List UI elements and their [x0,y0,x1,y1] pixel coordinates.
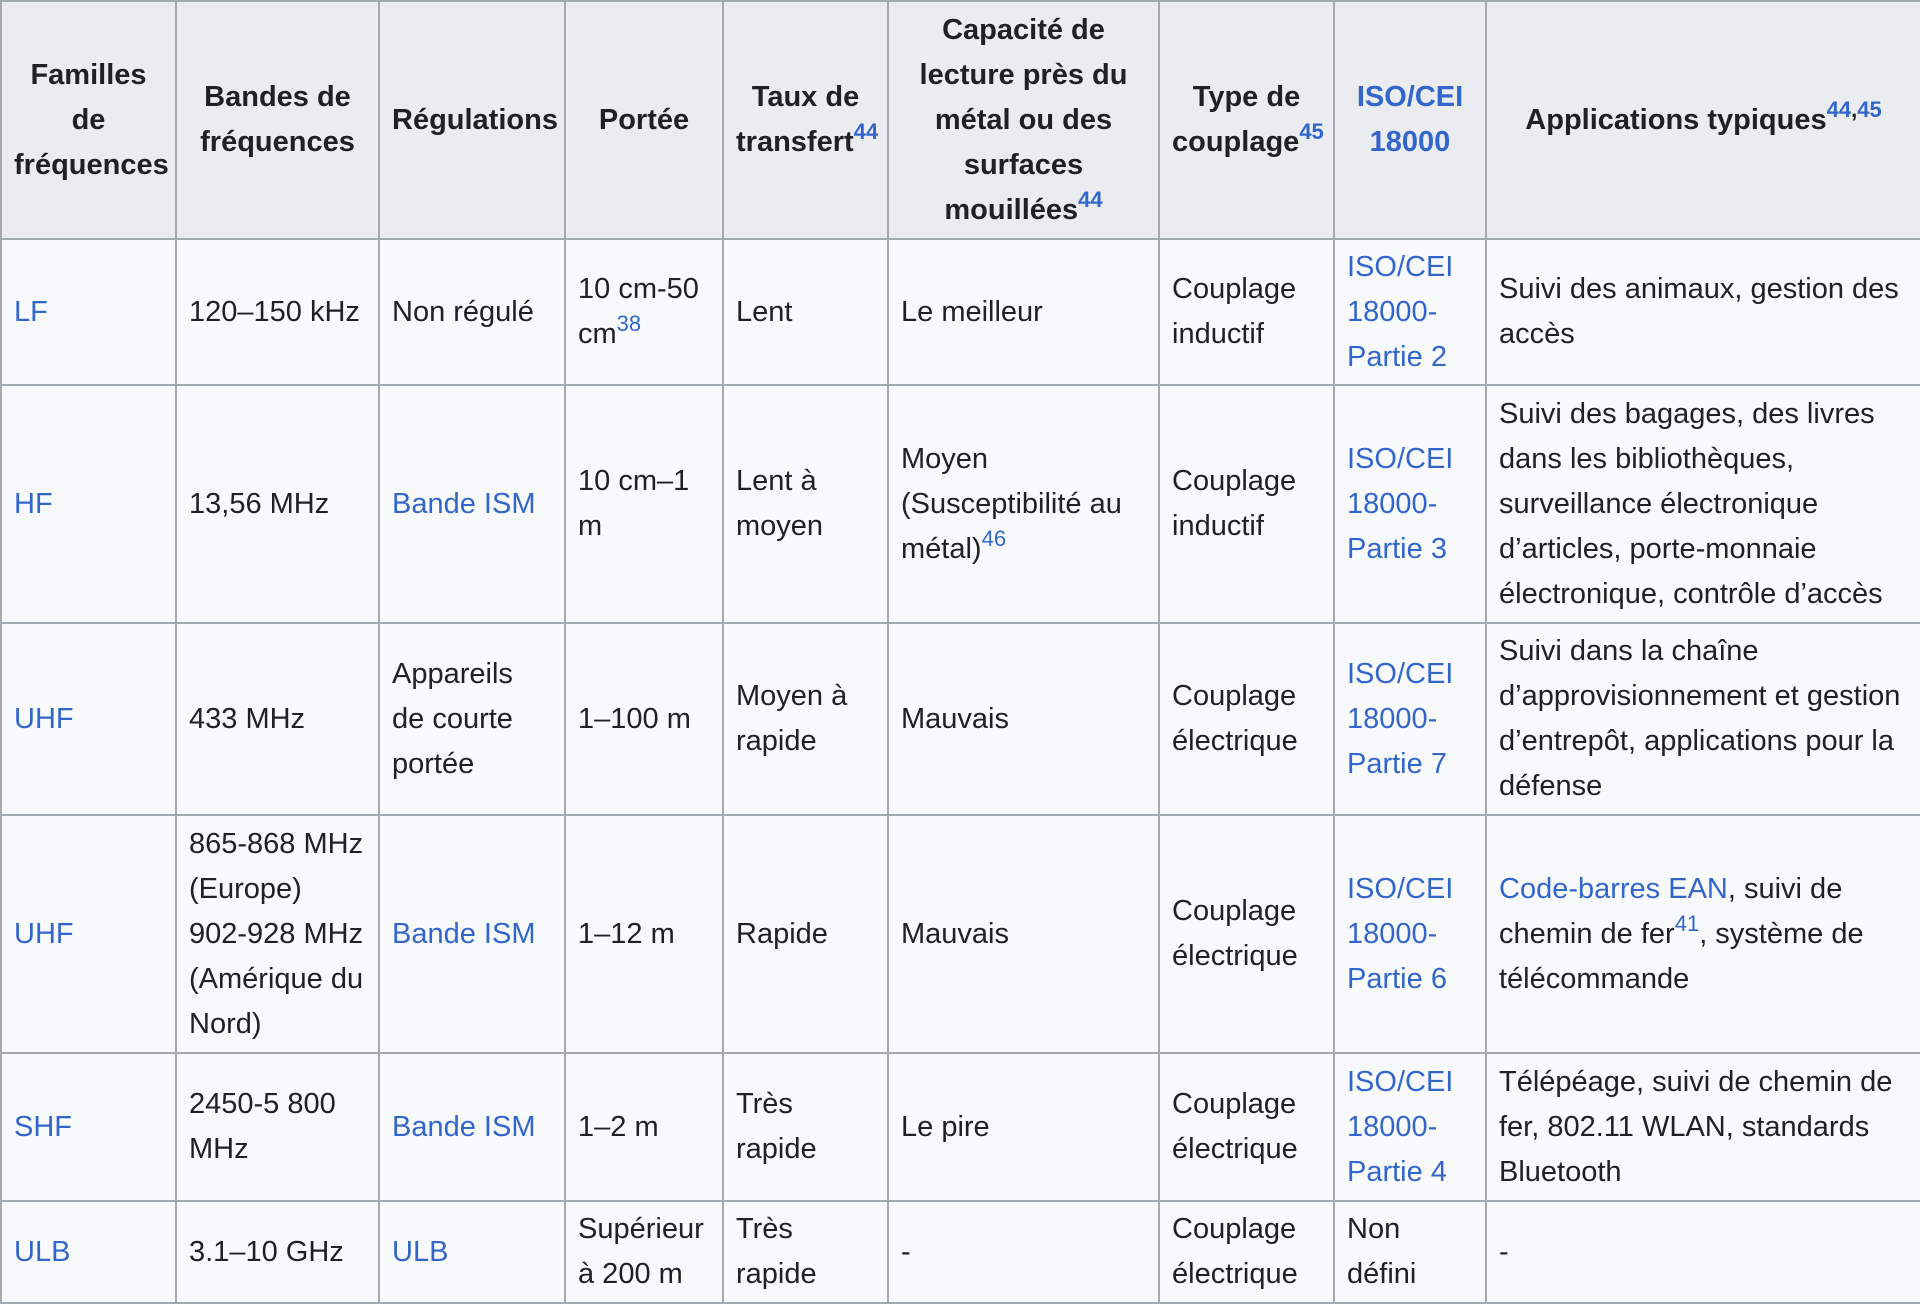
header-applications: Applications typiques$^{44,45}$ [1486,1,1920,239]
cell-capacite: Moyen (Susceptibilité au métal)$^{46}$ [888,385,1159,623]
cell-taux: Rapide [723,815,888,1053]
cell-taux: Très rapide [723,1201,888,1303]
ref-link[interactable]: 41 [1674,910,1700,936]
ean-barcode-link[interactable]: Code-barres EAN [1499,872,1728,905]
bande-europe: 865-868 MHz (Europe) [189,827,364,905]
cell-portee: 1–12 m [565,815,723,1053]
table-row [1,1201,1920,1303]
header-type: Type de couplage$^{45}$ [1159,1,1334,239]
cell-bande: 3.1–10 GHz [176,1201,379,1303]
cell-famille [1,1201,176,1303]
cell-bande: 433 MHz [176,623,379,815]
ref-link[interactable]: 45 [1299,119,1324,145]
cell-applications: - [1486,1201,1920,1303]
famille-link[interactable]: UHF [14,702,74,735]
ref-link[interactable]: 44 [1826,96,1852,122]
cell-regulation: Appareils de courte portée [379,623,565,815]
cell-famille [1,239,176,385]
header-iso [1334,1,1486,239]
cell-regulation [379,1053,565,1201]
cell-portee: Supérieur à 200 m [565,1201,723,1303]
cell-famille [1,815,176,1053]
cell-taux: Lent [723,239,888,385]
cell-couplage: Couplage électrique [1159,1201,1334,1303]
cell-applications: Suivi des bagages, des livres dans les bibliothèques, surveillance électronique d’articles, porte-monnaie électronique, contrôle d’accès [1486,385,1920,623]
cell-regulation: Non régulé [379,239,565,385]
header-portee: Portée [565,1,723,239]
table-row [1,623,1920,815]
cell-portee: 1–100 m [565,623,723,815]
cell-capacite: Le pire [888,1053,1159,1201]
table-row [1,815,1920,1053]
ref-link[interactable]: 46 [981,525,1007,551]
ref-link[interactable]: 44 [853,119,879,145]
iso-link[interactable]: ISO/CEI 18000-Partie 4 [1347,1065,1454,1188]
bande-amerique: 902-928 MHz (Amérique du Nord) [189,917,364,1040]
cell-couplage: Couplage inductif [1159,385,1334,623]
iso-link[interactable]: ISO/CEI 18000-Partie 2 [1347,250,1454,373]
famille-link[interactable]: SHF [14,1110,72,1143]
cell-bande: 120–150 kHz [176,239,379,385]
famille-link[interactable]: LF [14,295,48,328]
ref-sup: 44,45 [1826,96,1882,122]
cell-couplage: Couplage électrique [1159,1053,1334,1201]
iso-link[interactable]: ISO/CEI 18000-Partie 7 [1347,657,1454,780]
cell-iso [1334,623,1486,815]
cell-applications: Code-barres EAN, suivi de chemin de fer$^{41}$, système de télécommande [1486,815,1920,1053]
cell-taux: Lent à moyen [723,385,888,623]
cell-applications: Télépéage, suivi de chemin de fer, 802.11 WLAN, standards Bluetooth [1486,1053,1920,1201]
cell-famille [1,1053,176,1201]
cell-couplage: Couplage électrique [1159,815,1334,1053]
table-row [1,385,1920,623]
cell-applications: Suivi des animaux, gestion des accès [1486,239,1920,385]
ref-link[interactable]: 44 [1078,186,1103,212]
iso-link[interactable]: ISO/CEI 18000-Partie 6 [1347,872,1454,995]
cell-applications: Suivi dans la chaîne d’approvisionnement et gestion d’entrepôt, applications pour la défense [1486,623,1920,815]
iso-link[interactable]: ISO/CEI 18000-Partie 3 [1347,442,1454,565]
cell-taux: Très rapide [723,1053,888,1201]
cell-taux: Moyen à rapide [723,623,888,815]
regulation-link[interactable]: Bande ISM [392,1110,536,1143]
ref-link[interactable]: 38 [616,311,642,337]
famille-link[interactable]: ULB [14,1235,71,1268]
regulation-link[interactable]: Bande ISM [392,917,536,950]
cell-regulation [379,385,565,623]
cell-capacite: Mauvais [888,623,1159,815]
cell-iso [1334,815,1486,1053]
cell-iso [1334,385,1486,623]
cell-regulation [379,815,565,1053]
famille-link[interactable]: UHF [14,917,74,950]
header-row [1,1,1920,239]
cell-iso [1334,1053,1486,1201]
cell-bande: 2450-5 800 MHz [176,1053,379,1201]
cell-portee: 10 cm-50 $cm^{38}$ [565,239,723,385]
regulation-link[interactable]: ULB [392,1235,449,1268]
iso-18000-link[interactable]: ISO/CEI 18000 [1356,81,1464,158]
regulation-link[interactable]: Bande ISM [392,487,536,520]
famille-link[interactable]: HF [14,487,53,520]
cell-couplage: Couplage inductif [1159,239,1334,385]
ref-sup [1078,187,1102,212]
cell-couplage: Couplage électrique [1159,623,1334,815]
cell-capacite: Mauvais [888,815,1159,1053]
header-taux: Taux de transfert$^{44}$ [723,1,888,239]
header-bandes: Bandes de fréquences [176,1,379,239]
ref-sup [617,311,641,336]
cell-bande [176,815,379,1053]
cell-famille [1,385,176,623]
header-regulations: Régulations [379,1,565,239]
cell-capacite: Le meilleur [888,239,1159,385]
cell-regulation [379,1201,565,1303]
header-familles: Familles de fréquences [1,1,176,239]
cell-iso: Non défini [1334,1201,1486,1303]
ref-sup [854,119,878,144]
ref-sup [1675,911,1699,936]
table-row [1,239,1920,385]
cell-iso [1334,239,1486,385]
cell-portee: 1–2 m [565,1053,723,1201]
cell-portee: 10 cm–1 m [565,385,723,623]
ref-link[interactable]: 45 [1857,96,1882,122]
cell-bande: 13,56 MHz [176,385,379,623]
ref-sup [1299,119,1323,144]
ref-sup [982,526,1006,551]
header-capacite: Capacité de lecture près du métal ou des surfaces mouillées$^{44}$ [888,1,1159,239]
cell-capacite: - [888,1201,1159,1303]
cell-famille [1,623,176,815]
table-row [1,1053,1920,1201]
